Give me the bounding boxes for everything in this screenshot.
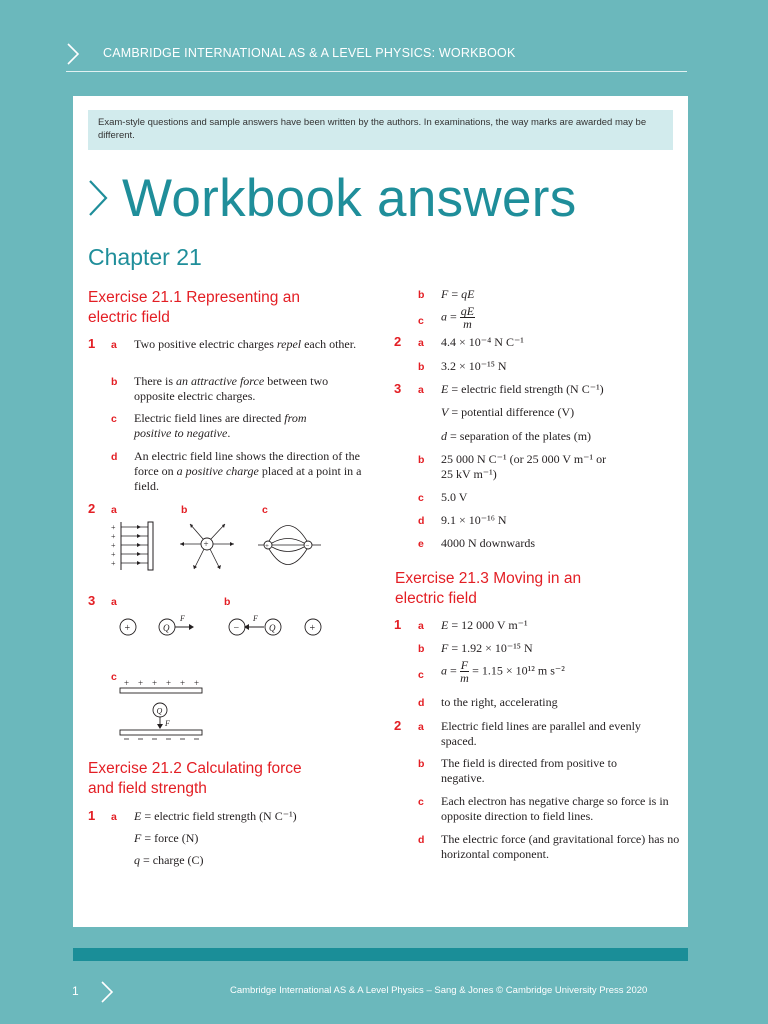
part-label: a — [418, 721, 424, 733]
answer-text: 5.0 V — [441, 490, 468, 504]
part-label: d — [111, 451, 118, 463]
charges-diagram-a — [116, 612, 200, 638]
chevron-right-icon — [66, 42, 80, 66]
part-label: c — [262, 504, 268, 516]
part-label: c — [418, 669, 424, 681]
question-number: 3 — [394, 381, 402, 396]
answer-text: The electric force (and gravitational force) has no horizontal component. — [441, 832, 680, 861]
svg-text:Q: Q — [163, 623, 170, 633]
answer-text: 3.2 × 10⁻¹⁵ N — [441, 359, 507, 373]
answer-text: Each electron has negative charge so force is in opposite direction to field lines. — [441, 794, 669, 823]
svg-text:+: + — [111, 532, 116, 541]
part-label: b — [418, 361, 425, 373]
part-label: b — [418, 643, 425, 655]
answer-text: E = 12 000 V m⁻¹ — [441, 618, 528, 632]
answer-text: F = qE — [441, 287, 475, 301]
svg-text:+: + — [166, 678, 172, 688]
footer-copyright: Cambridge International AS & A Level Physics – Sang & Jones © Cambridge University Press 2020 — [230, 985, 648, 996]
footer-bar — [73, 948, 688, 961]
answer-text: V = potential difference (V) — [441, 405, 575, 419]
answer-text: An electric field line shows the direction of the force on a positive charge placed at a point in a field. — [134, 449, 362, 493]
svg-text:+: + — [124, 623, 131, 634]
answer-text: 25 000 N C⁻¹ (or 25 000 V m⁻¹ or 25 kV m⁻¹) — [441, 452, 607, 481]
part-label: b — [181, 504, 188, 516]
header-title: CAMBRIDGE INTERNATIONAL AS & A LEVEL PHYSICS: WORKBOOK — [103, 46, 516, 60]
part-label: d — [418, 697, 425, 709]
chapter-heading: Chapter 21 — [88, 244, 202, 270]
answer-text: F = 1.92 × 10⁻¹⁵ N — [441, 641, 533, 655]
charges-diagram-b — [226, 612, 326, 638]
svg-text:+: + — [152, 678, 158, 688]
answer-text: a = $\frac{qE}{m}$ — [441, 304, 475, 331]
answer-text: The field is directed from positive to negative. — [441, 756, 617, 785]
svg-text:+: + — [309, 623, 316, 634]
svg-text:F: F — [253, 614, 258, 623]
part-label: a — [418, 337, 424, 349]
part-label: c — [111, 671, 117, 683]
part-label: c — [111, 413, 117, 425]
question-number: 2 — [88, 501, 96, 516]
part-label: b — [418, 758, 425, 770]
answer-text: a = $\frac{F}{m}$ = 1.15 × 10¹² m s⁻² — [441, 658, 565, 685]
svg-text:+: + — [138, 678, 144, 688]
svg-text:+: + — [111, 523, 116, 532]
question-number: 2 — [394, 718, 402, 733]
answer-text: 4000 N downwards — [441, 536, 535, 550]
svg-text:+: + — [111, 541, 116, 550]
svg-text:F: F — [180, 614, 185, 623]
svg-text:Q: Q — [156, 706, 163, 716]
svg-text:+: + — [111, 559, 116, 568]
chevron-right-icon — [87, 178, 109, 218]
part-label: c — [418, 492, 424, 504]
part-label: b — [111, 376, 118, 388]
svg-text:−: − — [305, 542, 310, 550]
exercise-heading: Exercise 21.1 Representing an electric field — [88, 289, 300, 326]
exercise-heading: Exercise 21.3 Moving in an electric field — [395, 570, 582, 607]
note-text: Exam-style questions and sample answers have been written by the authors. In examinations, the way marks are awarded may be different. — [98, 117, 647, 141]
answer-text: F = force (N) — [134, 831, 199, 845]
svg-text:+: + — [203, 539, 209, 549]
answer-text: Electric field lines are parallel and evenly spaced. — [441, 719, 641, 748]
exercise-heading: Exercise 21.2 Calculating force and field strength — [88, 760, 302, 797]
svg-text:+: + — [180, 678, 186, 688]
answer-text: E = electric field strength (N C⁻¹) — [441, 382, 604, 396]
page-title: Workbook answers — [122, 169, 577, 228]
svg-text:+: + — [265, 542, 269, 550]
question-number: 1 — [394, 617, 402, 632]
question-number: 1 — [88, 336, 96, 351]
part-label: a — [111, 339, 117, 351]
part-label: a — [111, 504, 117, 516]
question-number: 3 — [88, 593, 96, 608]
answer-text: There is an attractive force between two opposite electric charges. — [134, 374, 329, 403]
svg-text:+: + — [111, 550, 116, 559]
svg-text:−: − — [233, 623, 240, 634]
answer-text: E = electric field strength (N C⁻¹) — [134, 809, 297, 823]
svg-text:F: F — [165, 719, 170, 728]
page-number: 1 — [72, 984, 79, 998]
answer-text: 4.4 × 10⁻⁴ N C⁻¹ — [441, 335, 524, 349]
answer-text: 9.1 × 10⁻¹⁶ N — [441, 513, 507, 527]
part-label: a — [418, 384, 424, 396]
radial-field-diagram — [176, 514, 238, 574]
chevron-right-icon — [100, 980, 114, 1004]
part-label: b — [418, 454, 425, 466]
part-label: b — [418, 289, 425, 301]
svg-text:+: + — [194, 678, 200, 688]
part-label: e — [418, 538, 424, 550]
answer-text: Electric field lines are directed from positive to negative. — [134, 411, 307, 440]
header-divider — [66, 71, 687, 72]
part-label: b — [224, 596, 231, 608]
part-label: c — [418, 796, 424, 808]
part-label: d — [418, 515, 425, 527]
dipole-field-diagram — [255, 514, 325, 578]
plates-charge-diagram — [116, 676, 208, 742]
answer-text: q = charge (C) — [134, 853, 204, 867]
part-label: a — [111, 596, 117, 608]
part-label: c — [418, 315, 424, 327]
question-number: 2 — [394, 334, 402, 349]
answer-text: d = separation of the plates (m) — [441, 429, 592, 443]
svg-text:+: + — [124, 678, 130, 688]
part-label: a — [418, 620, 424, 632]
part-label: d — [418, 834, 425, 846]
parallel-plates-field-diagram — [108, 518, 168, 574]
question-number: 1 — [88, 808, 96, 823]
part-label: a — [111, 811, 117, 823]
answer-text: Two positive electric charges repel each other. — [134, 337, 357, 351]
svg-text:Q: Q — [269, 623, 276, 633]
answer-text: to the right, accelerating — [441, 695, 558, 709]
